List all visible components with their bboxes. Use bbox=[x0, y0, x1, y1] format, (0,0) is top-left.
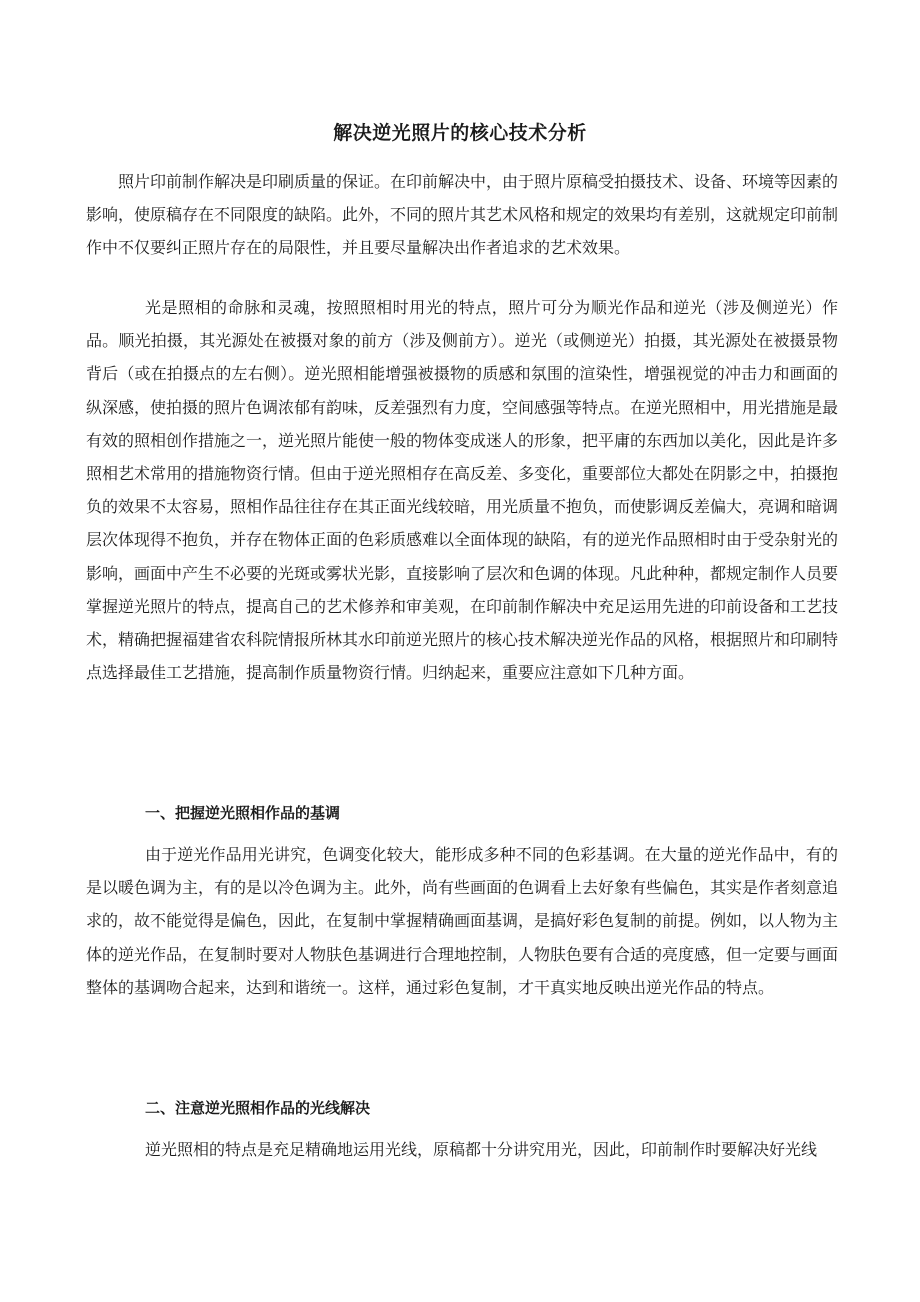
document-title: 解决逆光照片的核心技术分析 bbox=[333, 122, 587, 144]
section-1-paragraph: 由于逆光作品用光讲究，色调变化较大，能形成多种不同的色彩基调。在大量的逆光作品中，有的是以暖色调为主，有的是以冷色调为主。此外，尚有些画面的色调看上去好象有些偏色，其实是作者刻意追求的，故不能觉得是偏色，因此，在复制中掌握精确画面基调，是搞好彩色复制的前提。例如，以人物为主体的逆光作品，在复制时要对人物肤色基调进行合理地控制，人物肤色要有合适的亮度感，但一定要与画面整体的基调吻合起来，达到和谐统一。这样，通过彩色复制，才干真实地反映出逆光作品的特点。 bbox=[86, 845, 839, 997]
section-1-heading: 一、把握逆光照相作品的基调 bbox=[145, 804, 341, 822]
backlight-overview-paragraph: 光是照相的命脉和灵魂，按照照相时用光的特点，照片可分为顺光作品和逆光（涉及侧逆光）作品。顺光拍摄，其光源处在被摄对象的前方（涉及侧前方）。逆光（或侧逆光）拍摄，其光源处在被摄景物背后（或在拍摄点的左右侧）。逆光照相能增强被摄物的质感和氛围的渲染性，增强视觉的冲击力和画面的纵深感，使拍摄的照片色调浓郁有韵味，反差强烈有力度，空间感强等特点。在逆光照相中，用光措施是最有效的照相创作措施之一，逆光照片能使一般的物体变成迷人的形象，把平庸的东西加以美化，因此是许多照相艺术常用的措施物资行情。但由于逆光照相存在高反差、多变化，重要部位大都处在阴影之中，拍摄抱负的效果不太容易，照相作品往往存在其正面光线较暗，用光质量不抱负，而使影调反差偏大，亮调和暗调层次体现得不抱负，并存在物体正面的色彩质感难以全面体现的缺陷，有的逆光作品照相时由于受杂射光的影响，画面中产生不必要的光斑或雾状光影，直接影响了层次和色调的体现。凡此种种，都规定制作人员要掌握逆光照片的特点，提高自己的艺术修养和审美观，在印前制作解决中充足运用先进的印前设备和工艺技术，精确把握福建省农科院情报所林其水印前逆光照片的核心技术解决逆光作品的风格，根据照片和印刷特点选择最佳工艺措施，提高制作质量物资行情。归纳起来，重要应注意如下几种方面。 bbox=[86, 298, 839, 683]
intro-paragraph: 照片印前制作解决是印刷质量的保证。在印前解决中，由于照片原稿受拍摄技术、设备、环境等因素的影响，使原稿存在不同限度的缺陷。此外，不同的照片其艺术风格和规定的效果均有差别，这就规定印前制作中不仅要纠正照片存在的局限性，并且要尽量解决出作者追求的艺术效果。 bbox=[86, 172, 839, 258]
section-2-paragraph: 逆光照相的特点是充足精确地运用光线，原稿都十分讲究用光，因此，印前制作时要解决好光线 bbox=[145, 1140, 818, 1159]
section-2-heading: 二、注意逆光照相作品的光线解决 bbox=[145, 1099, 371, 1117]
